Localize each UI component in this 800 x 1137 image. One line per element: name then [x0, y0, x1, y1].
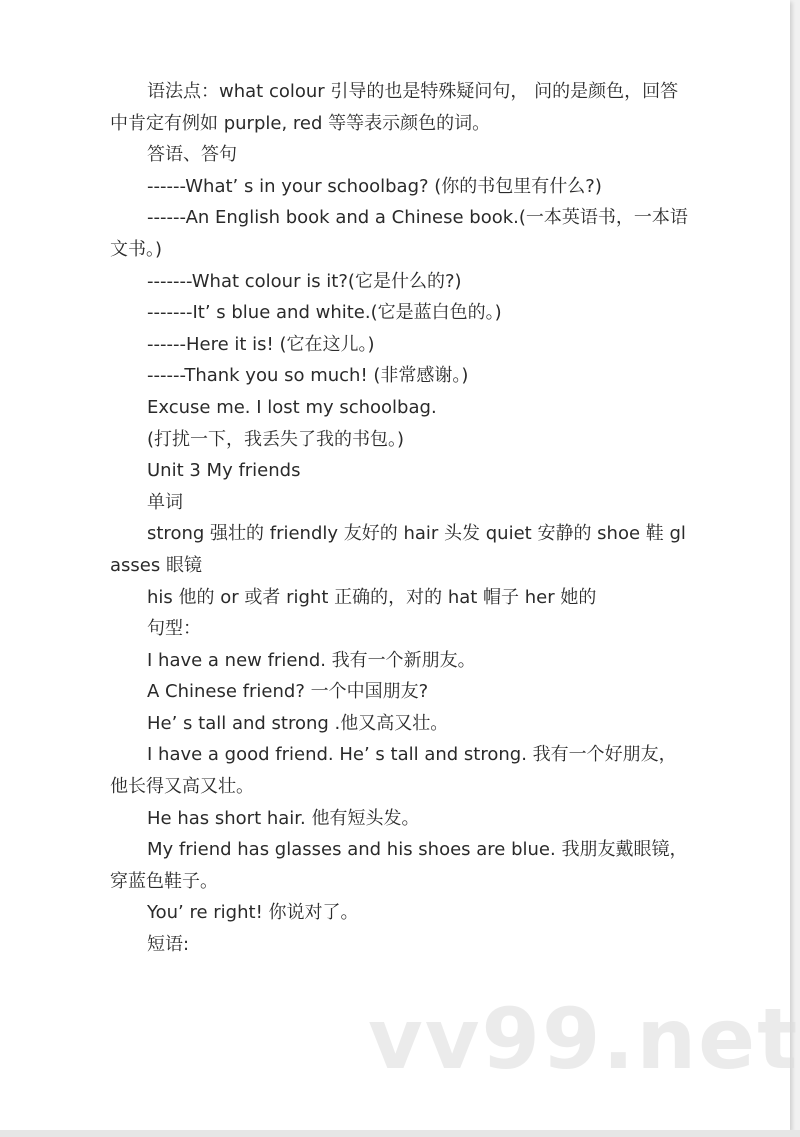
paragraph-sentence: He has short hair. 他有短头发。	[147, 807, 420, 829]
paragraph-dialogue-line: ------What’ s in your schoolbag? (你的书包里有什么?)	[147, 175, 602, 197]
paragraph-dialogue-line: -------What colour is it?(它是什么的?)	[147, 270, 462, 292]
paragraph-heading-words: 单词	[147, 491, 183, 513]
paragraph-heading-answers: 答语、答句	[147, 144, 237, 166]
paragraph-sentence: I have a new friend. 我有一个新朋友。	[147, 649, 476, 671]
paragraph-heading-phrases: 短语:	[147, 934, 190, 956]
paragraph-sentence: I have a good friend. He’ s tall and strong. 我有一个好朋友，他长得又高又壮。	[110, 744, 677, 798]
paragraph-dialogue-line: ------Thank you so much! (非常感谢。)	[147, 365, 469, 387]
page-bottom-edge	[0, 1130, 800, 1137]
paragraph-sentence: My friend has glasses and his shoes are blue. 我朋友戴眼镜，穿蓝色鞋子。	[110, 839, 688, 892]
paragraph-sentence: Excuse me. I lost my schoolbag.	[147, 396, 437, 418]
paragraph-vocabulary: his 他的 or 或者 right 正确的，对的 hat 帽子 her 她的	[147, 586, 597, 608]
paragraph-dialogue-line: ------An English book and a Chinese book.(一本英语书，一本语文书。)	[110, 207, 688, 260]
paragraph-dialogue-line: -------It’ s blue and white.(它是蓝白色的。)	[147, 302, 502, 324]
paragraph-unit-title: Unit 3 My friends	[147, 460, 301, 482]
paragraph-sentence: He’ s tall and strong .他又高又壮。	[147, 712, 449, 734]
paragraph-sentence: You’ re right! 你说对了。	[147, 902, 359, 924]
paragraph-sentence: A Chinese friend? 一个中国朋友?	[147, 681, 429, 703]
paragraph-translation: (打扰一下，我丢失了我的书包。)	[147, 428, 405, 450]
paragraph-grammar-point: 语法点：what colour 引导的也是特殊疑问句， 问的是颜色，回答中肯定有例如 purple, red 等等表示颜色的词。	[110, 81, 679, 134]
paragraph-dialogue-line: ------Here it is! (它在这儿。)	[147, 333, 375, 355]
paragraph-vocabulary: strong 强壮的 friendly 友好的 hair 头发 quiet 安静的 shoe 鞋 glasses 眼镜	[110, 523, 686, 576]
watermark: vv99.net	[368, 990, 800, 1088]
paragraph-heading-sentences: 句型：	[147, 618, 201, 640]
document-body	[110, 76, 690, 961]
